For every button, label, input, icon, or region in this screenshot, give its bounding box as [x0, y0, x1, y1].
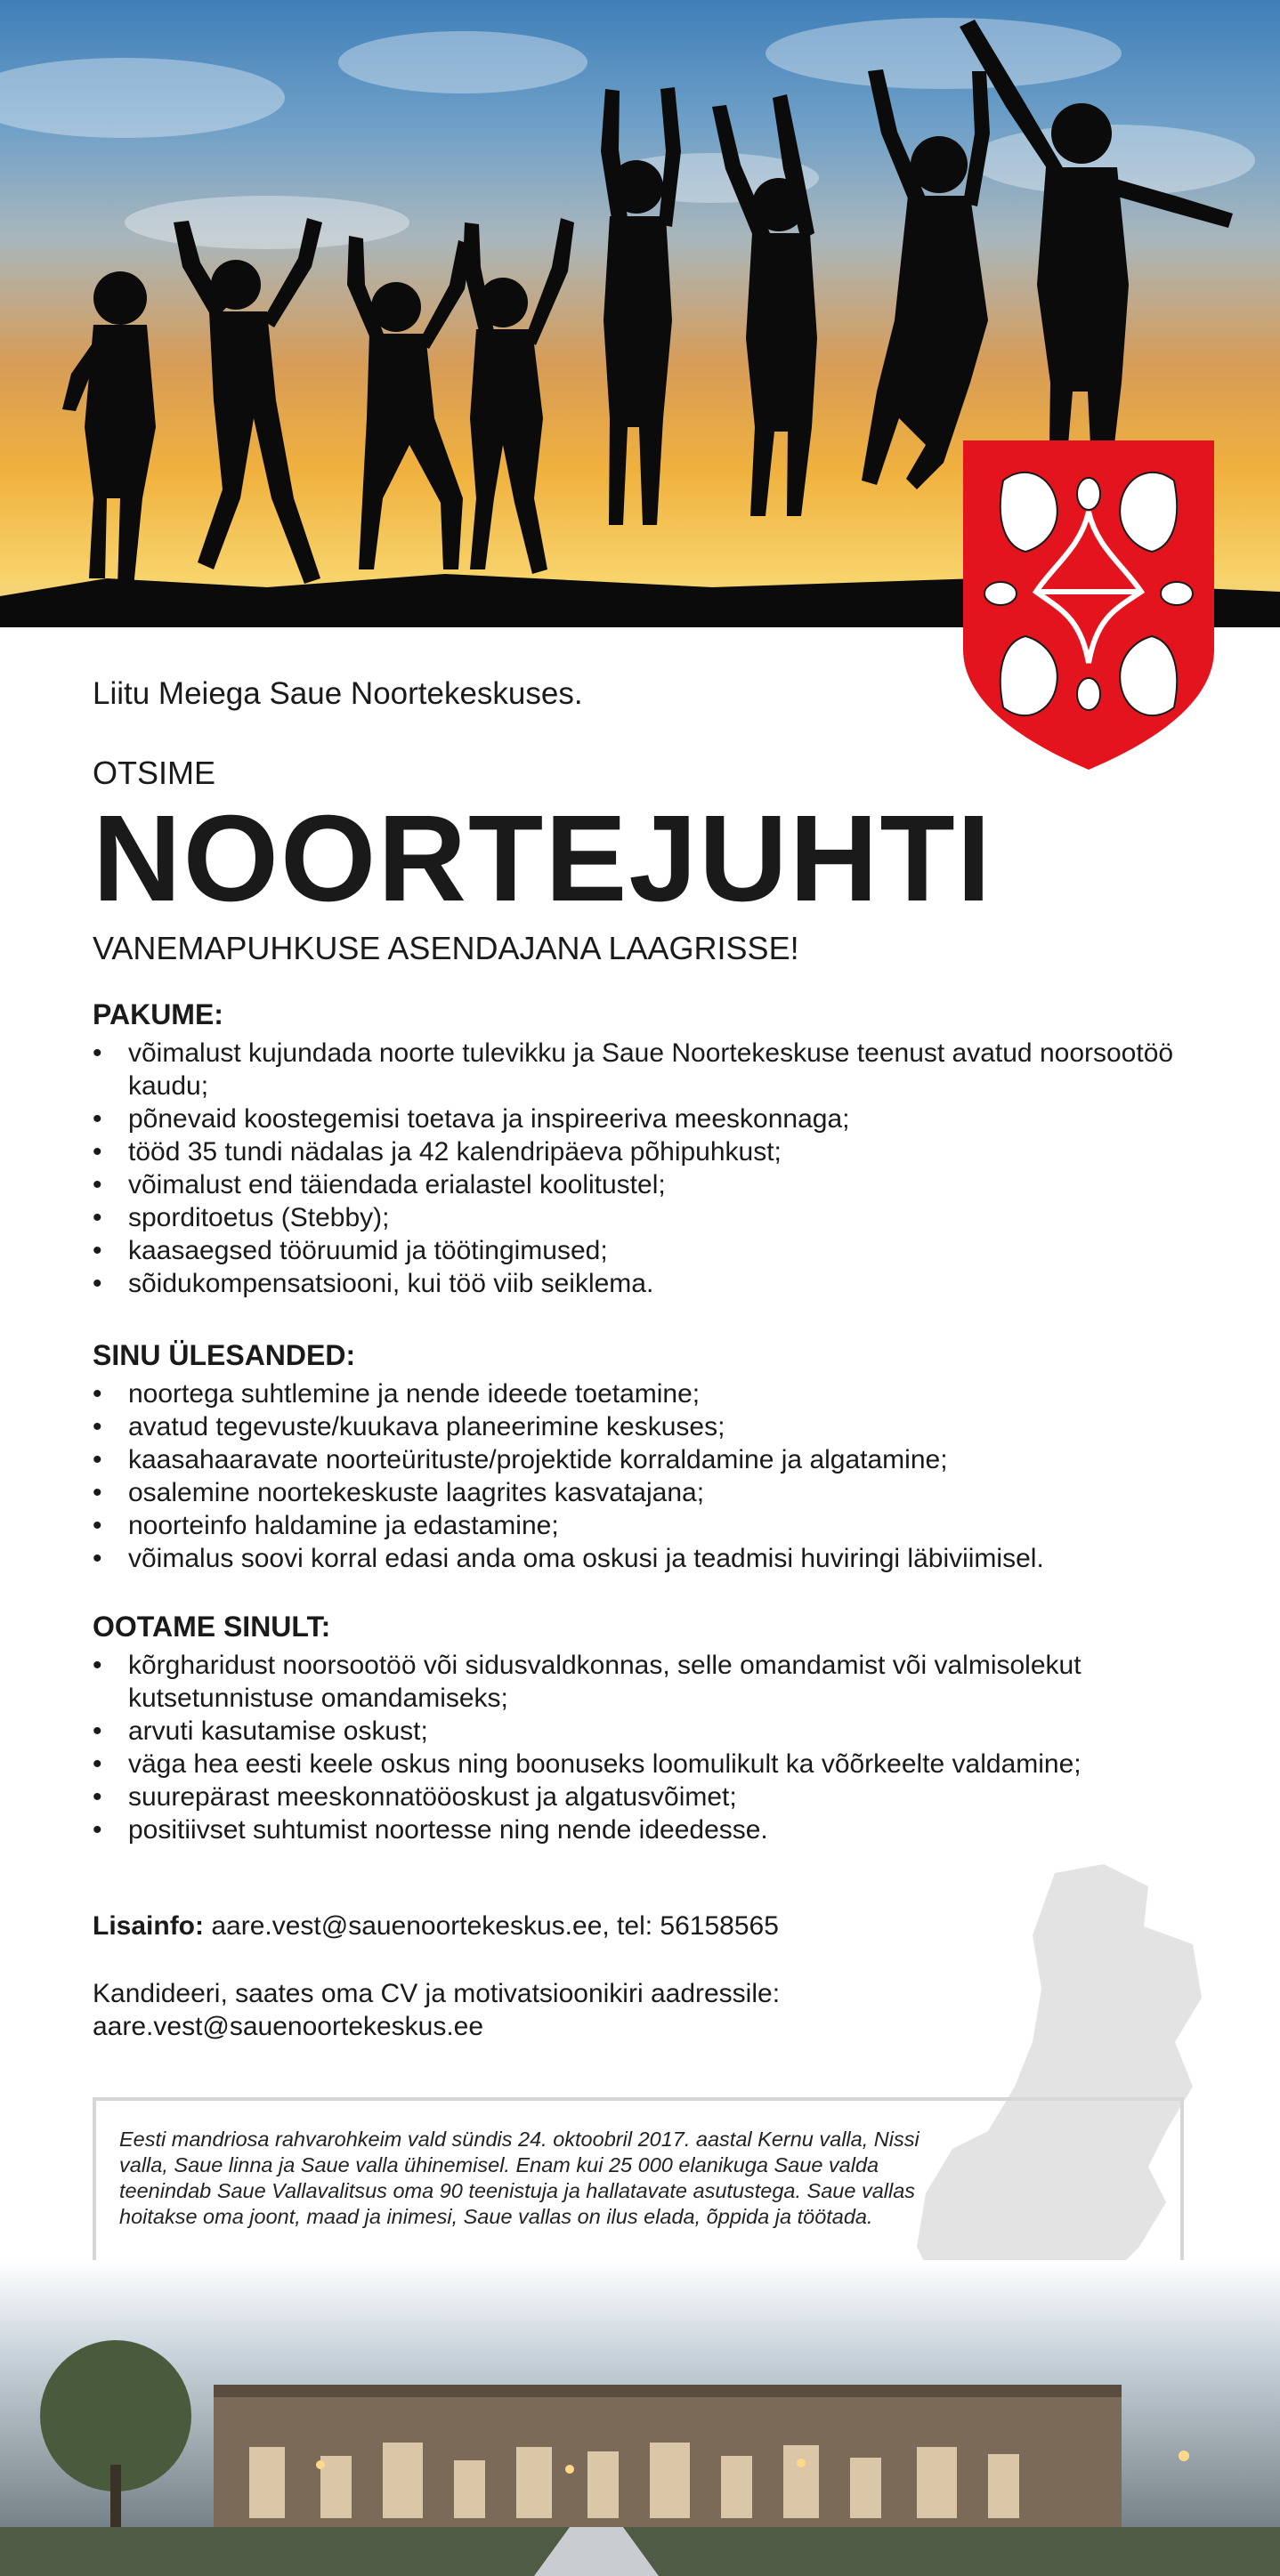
- section-title: OOTAME SINULT:: [93, 1611, 331, 1643]
- apply-line: Kandideeri, saates oma CV ja motivatsioonikiri aadressile:: [93, 1979, 781, 2008]
- note-text: Eesti mandriosa rahvarohkeim vald sündis 24. oktoobril 2017. aastal Kernu valla, Nissi valla, Saue linna ja Saue valla ühinemisel. Enam kui 25 000 elanikuga Saue valda teenindab Saue Vallavalitsus oma 90 teenistuja ja hallatavate asutustega. Saue vallas hoitakse oma joont, maad ja inimesi, Saue vallas on ilus elada, õppida ja töötada.: [119, 2128, 919, 2228]
- list-item: • avatud tegevuste/kuukava planeerimine keskuses;: [93, 1410, 1196, 1443]
- list-item: • osalemine noortekeskuste laagrites kasvatajana;: [93, 1476, 1196, 1509]
- section-tasks: [93, 1339, 1196, 1575]
- list-item: • sõidukompensatsiooni, kui töö viib seiklema.: [93, 1267, 1196, 1300]
- intro-text: Liitu Meiega Saue Noortekeskuses.: [93, 676, 583, 711]
- list-item: • võimalust kujundada noorte tulevikku ja Saue Noortekeskuse teenust avatud noorsootöö kaudu;: [93, 1037, 1196, 1102]
- section-offer: [93, 998, 1196, 1300]
- headline: NOORTEJUHTI: [93, 790, 993, 927]
- apply-email-link[interactable]: aare.vest@sauenoortekeskus.ee: [93, 2012, 484, 2041]
- list-item: • kaasahaaravate noorteürituste/projektide korraldamine ja algatamine;: [93, 1443, 1196, 1476]
- list-item: • noorteinfo haldamine ja edastamine;: [93, 1509, 1196, 1542]
- list-item: • põnevaid koostegemisi toetava ja inspireeriva meeskonnaga;: [93, 1102, 1196, 1135]
- list-item: • sporditoetus (Stebby);: [93, 1201, 1196, 1234]
- subheadline: VANEMAPUHKUSE ASENDAJANA LAAGRISSE!: [93, 930, 799, 966]
- contact-details[interactable]: aare.vest@sauenoortekeskus.ee, tel: 56158565: [204, 1911, 779, 1941]
- kicker-text: OTSIME: [93, 755, 216, 791]
- list-item: • arvuti kasutamise oskust;: [93, 1715, 1196, 1748]
- list-item: • kaasaegsed tööruumid ja töötingimused;: [93, 1234, 1196, 1267]
- contact-info: [93, 1911, 1196, 1942]
- section-requirements: [93, 1611, 1196, 1846]
- list-item: • võimalus soovi korral edasi anda oma oskusi ja teadmisi huviringi läbiviimisel.: [93, 1542, 1196, 1575]
- list-item: • suurepärast meeskonnatööoskust ja algatusvõimet;: [93, 1781, 1196, 1813]
- list-item: • võimalust end täiendada erialastel koolitustel;: [93, 1168, 1196, 1201]
- list-item: • kõrgharidust noorsootöö või sidusvaldkonnas, selle omandamist või valmisolekut kutsetunnistuse omandamiseks;: [93, 1649, 1196, 1715]
- apply-instructions: [93, 1977, 983, 2043]
- building-photo: [0, 2260, 1280, 2576]
- section-title: SINU ÜLESANDED:: [93, 1339, 356, 1371]
- list-item: • tööd 35 tundi nädalas ja 42 kalendripäeva põhipuhkust;: [93, 1135, 1196, 1168]
- saue-coat-of-arms: [963, 440, 1214, 770]
- list-item: • väga hea eesti keele oskus ning boonuseks loomulikult ka võõrkeelte valdamine;: [93, 1748, 1196, 1781]
- section-title: PAKUME:: [93, 998, 223, 1030]
- list-item: • noortega suhtlemine ja nende ideede toetamine;: [93, 1377, 1196, 1410]
- contact-label: Lisainfo:: [93, 1911, 204, 1941]
- list-item: • positiivset suhtumist noortesse ning nende ideedesse.: [93, 1813, 1196, 1846]
